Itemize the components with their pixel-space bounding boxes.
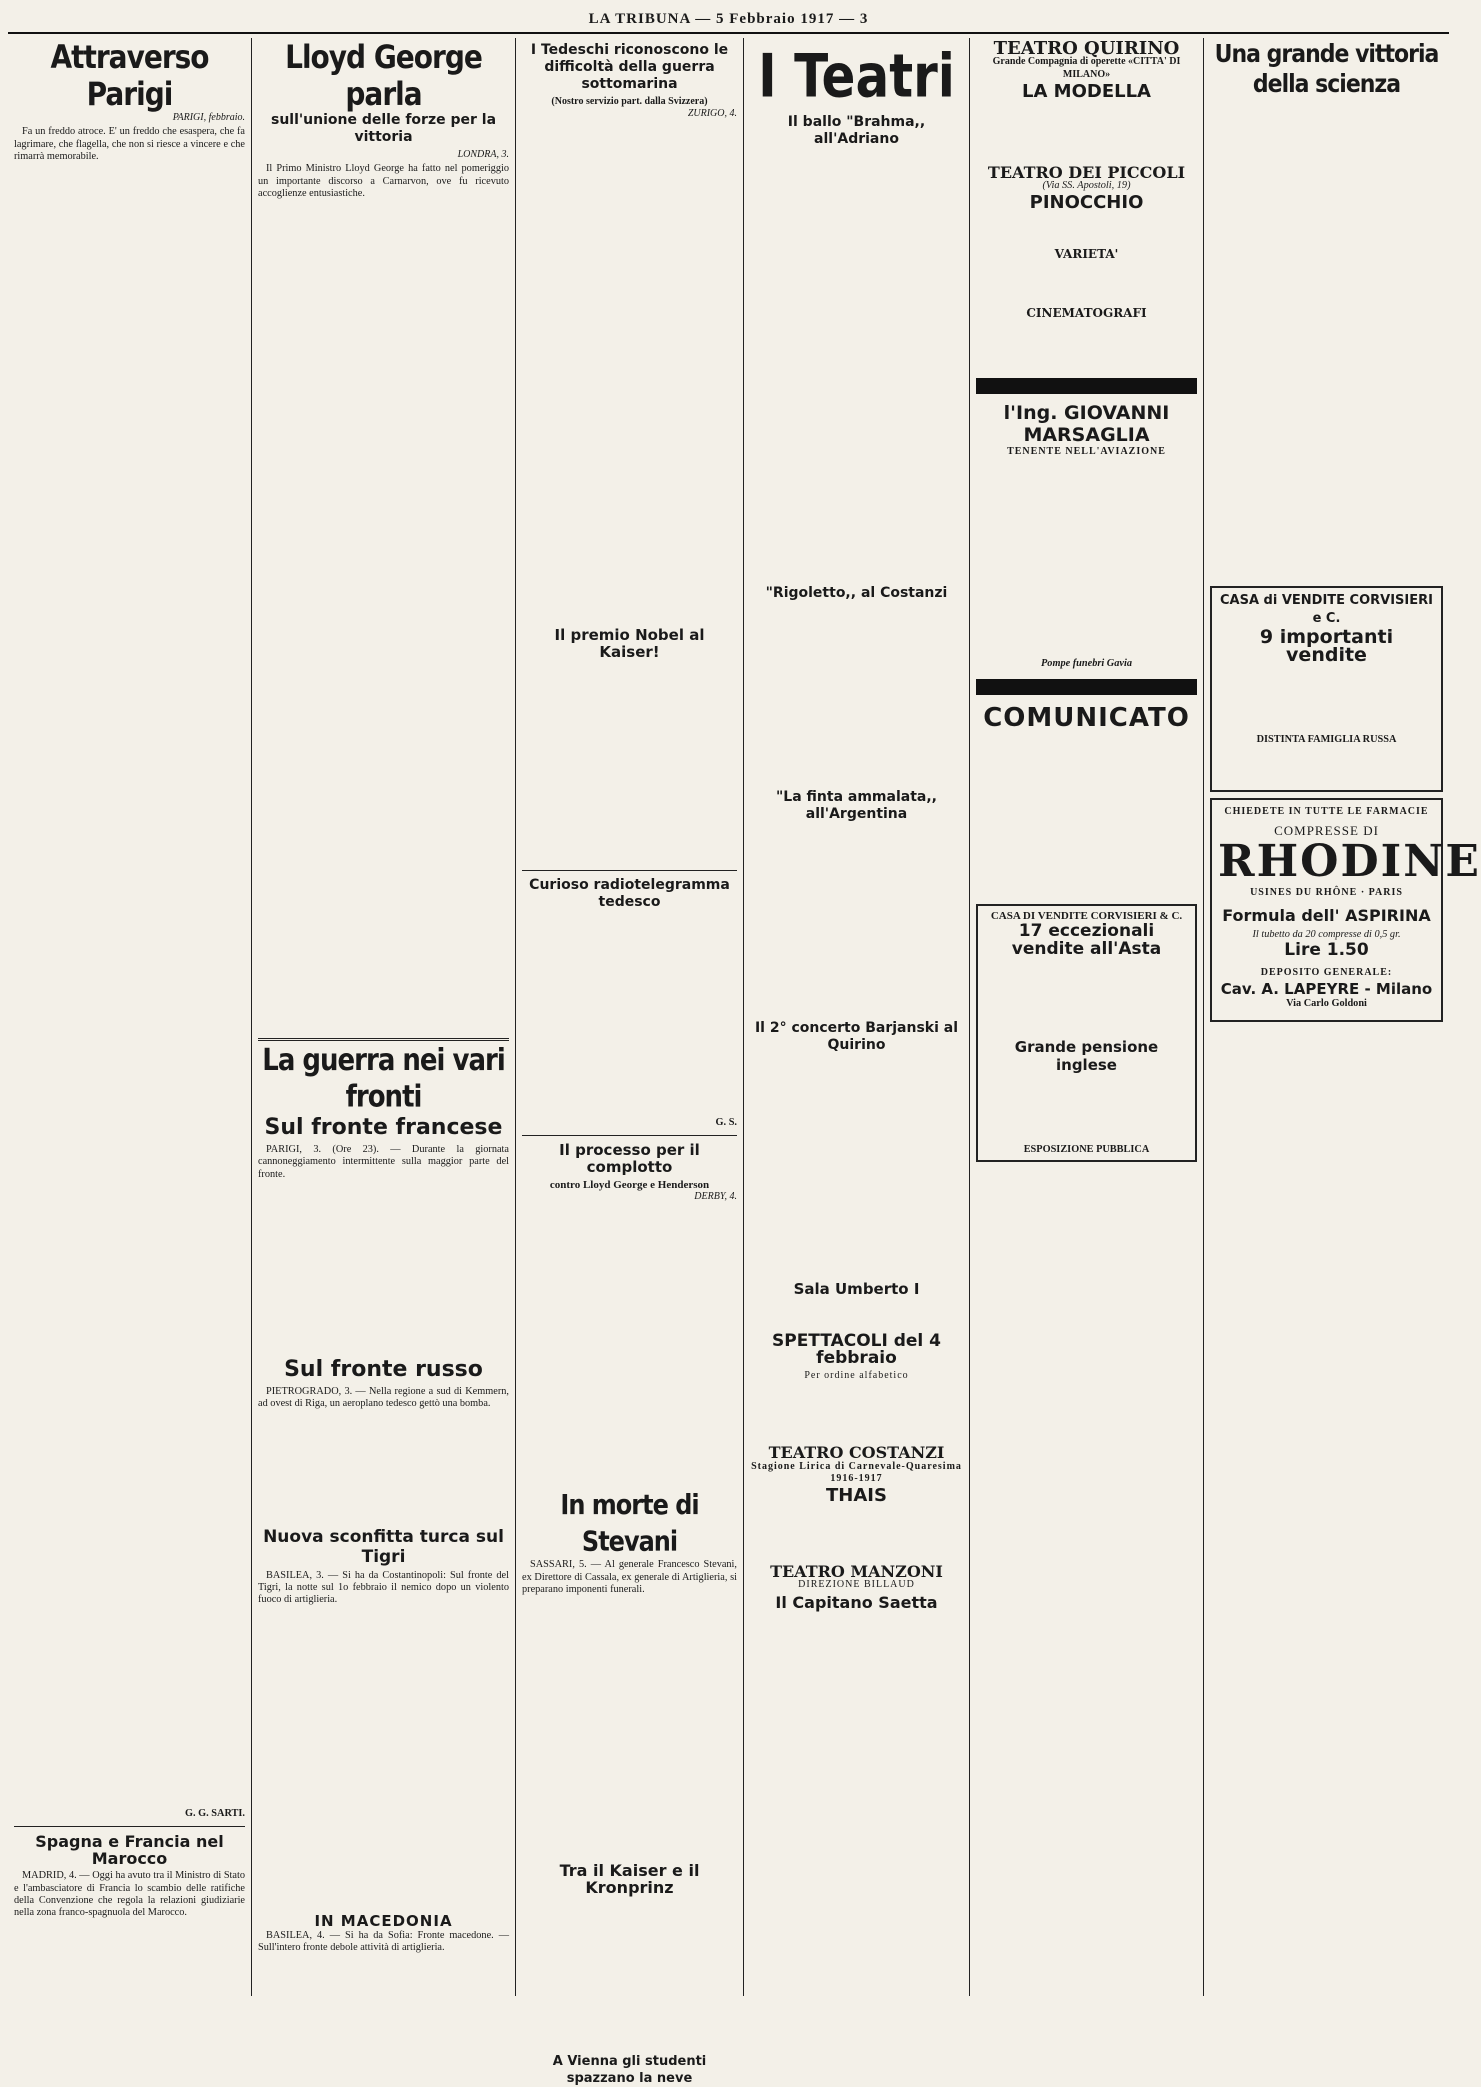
corvisieri-title: CASA DI VENDITE CORVISIERI & C. [990,909,1183,922]
listing-costanzi [750,1506,963,1561]
article-body-brahma [750,151,963,581]
corvisieri2-title: CASA di VENDITE CORVISIERI e C. [1220,593,1433,626]
headline-finta-ammalata: "La finta ammalata,, all'Argentina [776,789,937,822]
column-6 [1204,38,1481,1996]
columns [8,38,1481,2087]
article-body-rigoletto [750,605,963,785]
listing-quirino [976,102,1197,162]
headline-vittoria-scienza: Una grande vittoria della scienza [1214,40,1439,99]
corvisieri-vendite: 17 eccezionali vendite all'Asta [1011,920,1162,959]
article-lead-lloyd-george: Il Primo Ministro Lloyd George ha fatto nel pomeriggio un importante discorso a Carnarvon, ove fu ricevuto accoglienze entusiastiche. [258,163,509,199]
listing-varieta [976,262,1197,302]
headline-parigi: Attraverso Parigi [50,38,209,113]
column-1 [8,38,252,1996]
article-lead-stevani: SASSARI, 5. — Al generale Francesco Stevani, ex Direttore di Cassala, ex generale di Artiglieria, si preparano imponenti funerali. [522,1559,737,1596]
article-lead-fronte-russo: PIETROGRADO, 3. — Nella regione a sud di Kemmern, ad ovest di Riga, un aeroplano tedesco gettò una bomba. [258,1386,509,1410]
ad-corvisieri-2 [1210,586,1443,792]
manzoni-direction: DIREZIONE BILLAUD [798,1579,915,1591]
mourning-bar-bottom [976,679,1197,695]
article-body-lloyd-george [258,202,509,1032]
divider [522,1135,737,1136]
rhodine-usines: USINES DU RHÔNE · PARIS [1250,886,1403,898]
theatre-quirino: TEATRO QUIRINO [993,38,1180,59]
headline-marocco: Spagna e Francia nel Marocco [35,1832,224,1869]
rhodine-lapeyre: Cav. A. LAPEYRE - Milano [1220,979,1433,998]
rhodine-prezzo: Lire 1.50 [1284,940,1369,961]
dateline-derby: DERBY, 4. [694,1191,737,1203]
headline-fronte-russo: Sul fronte russo [284,1357,483,1383]
article-body-radiotelegramma [522,914,737,1114]
rhodine-brand: RHODINE [1218,835,1481,887]
corvisieri-pensione: Grande pensione inglese [1014,1037,1159,1074]
rhodine-compresse: COMPRESSE DI [1274,822,1379,838]
article-lead-marocco: MADRID, 4. — Oggi ha avuto tra il Ministro di Stato e l'ambasciatore di Francia lo scambio delle ratifiche della Convenzione che regola la relazioni giudiziarie nella zona franco-spagnuola del Marocco. [14,1870,245,1919]
article-body-tigri [258,1609,509,1909]
listing-piccoli [976,213,1197,243]
rhodine-chiedete: CHIEDETE IN TUTTE LE FARMACIE [1224,806,1429,818]
rhodine-aspirina: Formula dell' ASPIRINA [1222,906,1431,926]
theatre-piccoli: TEATRO DEI PICCOLI [987,162,1186,182]
headline-stevani: In morte di Stevani [560,1488,699,1558]
dateline-parigi: PARIGI, febbraio. [172,112,245,123]
headline-lloyd-george: Lloyd George parla [285,38,482,113]
article-body-fronte-russo [258,1413,509,1523]
column-4 [744,38,970,1996]
ad-rhodine [1210,798,1481,1022]
headline-tedeschi: I Tedeschi riconoscono le difficoltà della guerra sottomarina [530,42,729,92]
operetta-modella: LA MODELLA [1022,80,1151,102]
opera-thais: THAIS [826,1485,887,1507]
theatre-costanzi: TEATRO COSTANZI [768,1443,945,1463]
dateline-zurigo: ZURIGO, 4. [687,108,737,120]
ad-comunicato: COMUNICATO [983,702,1190,733]
obituary-body [976,458,1197,658]
spettacoli-subtitle: Per ordine alfabetico [804,1370,909,1381]
headline-tigri: Nuova sconfitta turca sul Tigri [263,1526,504,1567]
source-line: (Nostro servizio part. dalla Svizzera) [551,96,708,107]
corvisieri2-body [1217,664,1436,734]
costanzi-season: Stagione Lirica di Carnevale-Quaresima 1916-1917 [751,1460,962,1484]
subhead-complotto: contro Lloyd George e Henderson [549,1178,710,1191]
headline-complotto: Il processo per il complotto [559,1140,700,1176]
headline-vienna: A Vienna gli studenti spazzano la neve [552,2054,707,2087]
headline-teatri: I Teatri [758,41,955,111]
mourning-bar [976,378,1197,394]
divider [14,1826,245,1827]
column-3 [516,38,744,2087]
masthead: LA TRIBUNA — 5 Febbraio 1917 — 3 [8,6,1449,34]
signature-gs: G. S. [715,1116,737,1128]
article-body-vittoria [1210,100,1443,580]
article-body-fronte-francese [258,1183,509,1353]
theatre-manzoni: TEATRO MANZONI [770,1562,943,1582]
article-lead-tigri: BASILEA, 3. — Si ha da Costantinopoli: Sul fronte del Tigri, la notte sul 1o febbraio il nemico dopo un violento fuoco di artiglieria. [258,1569,509,1606]
article-lead-parigi: Fa un freddo atroce. E' un freddo che esaspera, che fa lagrimare, che flagella, che non si riesce a vincere e che rimarrà memorabile. [14,126,245,162]
heading-cinematografi: CINEMATOGRAFI [1026,305,1147,320]
headline-nobel: Il premio Nobel al Kaiser! [554,625,705,661]
listing-cinematografi [976,320,1197,370]
ad-corvisieri [976,904,1197,1163]
heading-varieta: VARIETA' [1054,247,1119,262]
headline-barjanski: Il 2° concerto Barjanski al Quirino [754,1020,959,1053]
corvisieri-pensione-body [983,1074,1190,1144]
article-body-parigi [14,165,245,1805]
corvisieri2-famiglia: DISTINTA FAMIGLIA RUSSA [1256,734,1397,745]
article-body-stevani [522,1598,737,1858]
obituary-rank: TENENTE NELL'AVIAZIONE [1007,446,1166,458]
divider [522,870,737,871]
quirino-company: Grande Compagnia di operette «CITTA' DI MILANO» [992,56,1181,80]
comunicato-body [976,733,1197,898]
corvisieri2-famiglia-body [1217,746,1436,786]
headline-kaiser: Tra il Kaiser e il Kronprinz [559,1861,700,1898]
obituary-name: l'Ing. GIOVANNI MARSAGLIA [1003,402,1170,447]
dateline-londra: LONDRA, 3. [457,149,509,160]
piccoli-address: (Via SS. Apostoli, 19) [1042,180,1131,192]
article-body-complotto [522,1205,737,1485]
show-pinocchio: PINOCCHIO [1029,192,1144,214]
corvisieri2-vendite: 9 importanti vendite [1259,626,1394,666]
listing-spettacoli [750,1382,963,1442]
article-body-nobel [522,664,737,864]
article-body-kaiser [522,1899,737,2049]
headline-umberto: Sala Umberto I [793,1280,920,1298]
headline-spettacoli: SPETTACOLI del 4 febbraio [771,1331,941,1368]
play-capitano-saetta: Il Capitano Saetta [775,1592,938,1612]
headline-brahma: Il ballo "Brahma,, all'Adriano [787,114,926,147]
subhead-lloyd-george: sull'unione delle forze per la vittoria [270,112,497,145]
article-body-umberto [750,1301,963,1329]
rhodine-deposito: DEPOSITO GENERALE: [1260,967,1393,979]
signature: G. G. SARTI. [184,1808,245,1820]
column-2 [252,38,516,1996]
newspaper-page [8,6,1481,2087]
headline-guerra: La guerra nei vari fronti [262,1043,505,1115]
column-5 [970,38,1204,1996]
headline-fronte-francese: Sul fronte francese [264,1115,503,1141]
rhodine-via: Via Carlo Goldoni [1286,997,1367,1009]
divider [258,1038,509,1041]
headline-radiotelegramma: Curioso radiotelegramma tedesco [529,876,730,910]
corvisieri-esposizione: ESPOSIZIONE PUBBLICA [1023,1143,1150,1155]
corvisieri-body [983,958,1190,1038]
funeral-home: Pompe funebri Gavia [1041,658,1132,670]
article-body-tedeschi [522,123,737,623]
rhodine-tubetto: Il tubetto da 20 compresse di 0,5 gr. [1252,929,1401,941]
article-body-barjanski [750,1057,963,1277]
headline-macedonia: IN MACEDONIA [314,1911,453,1930]
headline-rigoletto: "Rigoletto,, al Costanzi [765,585,948,601]
article-lead-fronte-francese: PARIGI, 3. (Ore 23). — Durante la giornata cannoneggiamento intermittente sulla maggior parte del fronte. [258,1144,509,1180]
article-lead-macedonia: BASILEA, 4. — Si ha da Sofia: Fronte macedone. — Sull'intero fronte debole attività di artiglieria. [258,1929,509,1954]
article-body-finta-ammalata [750,826,963,1016]
